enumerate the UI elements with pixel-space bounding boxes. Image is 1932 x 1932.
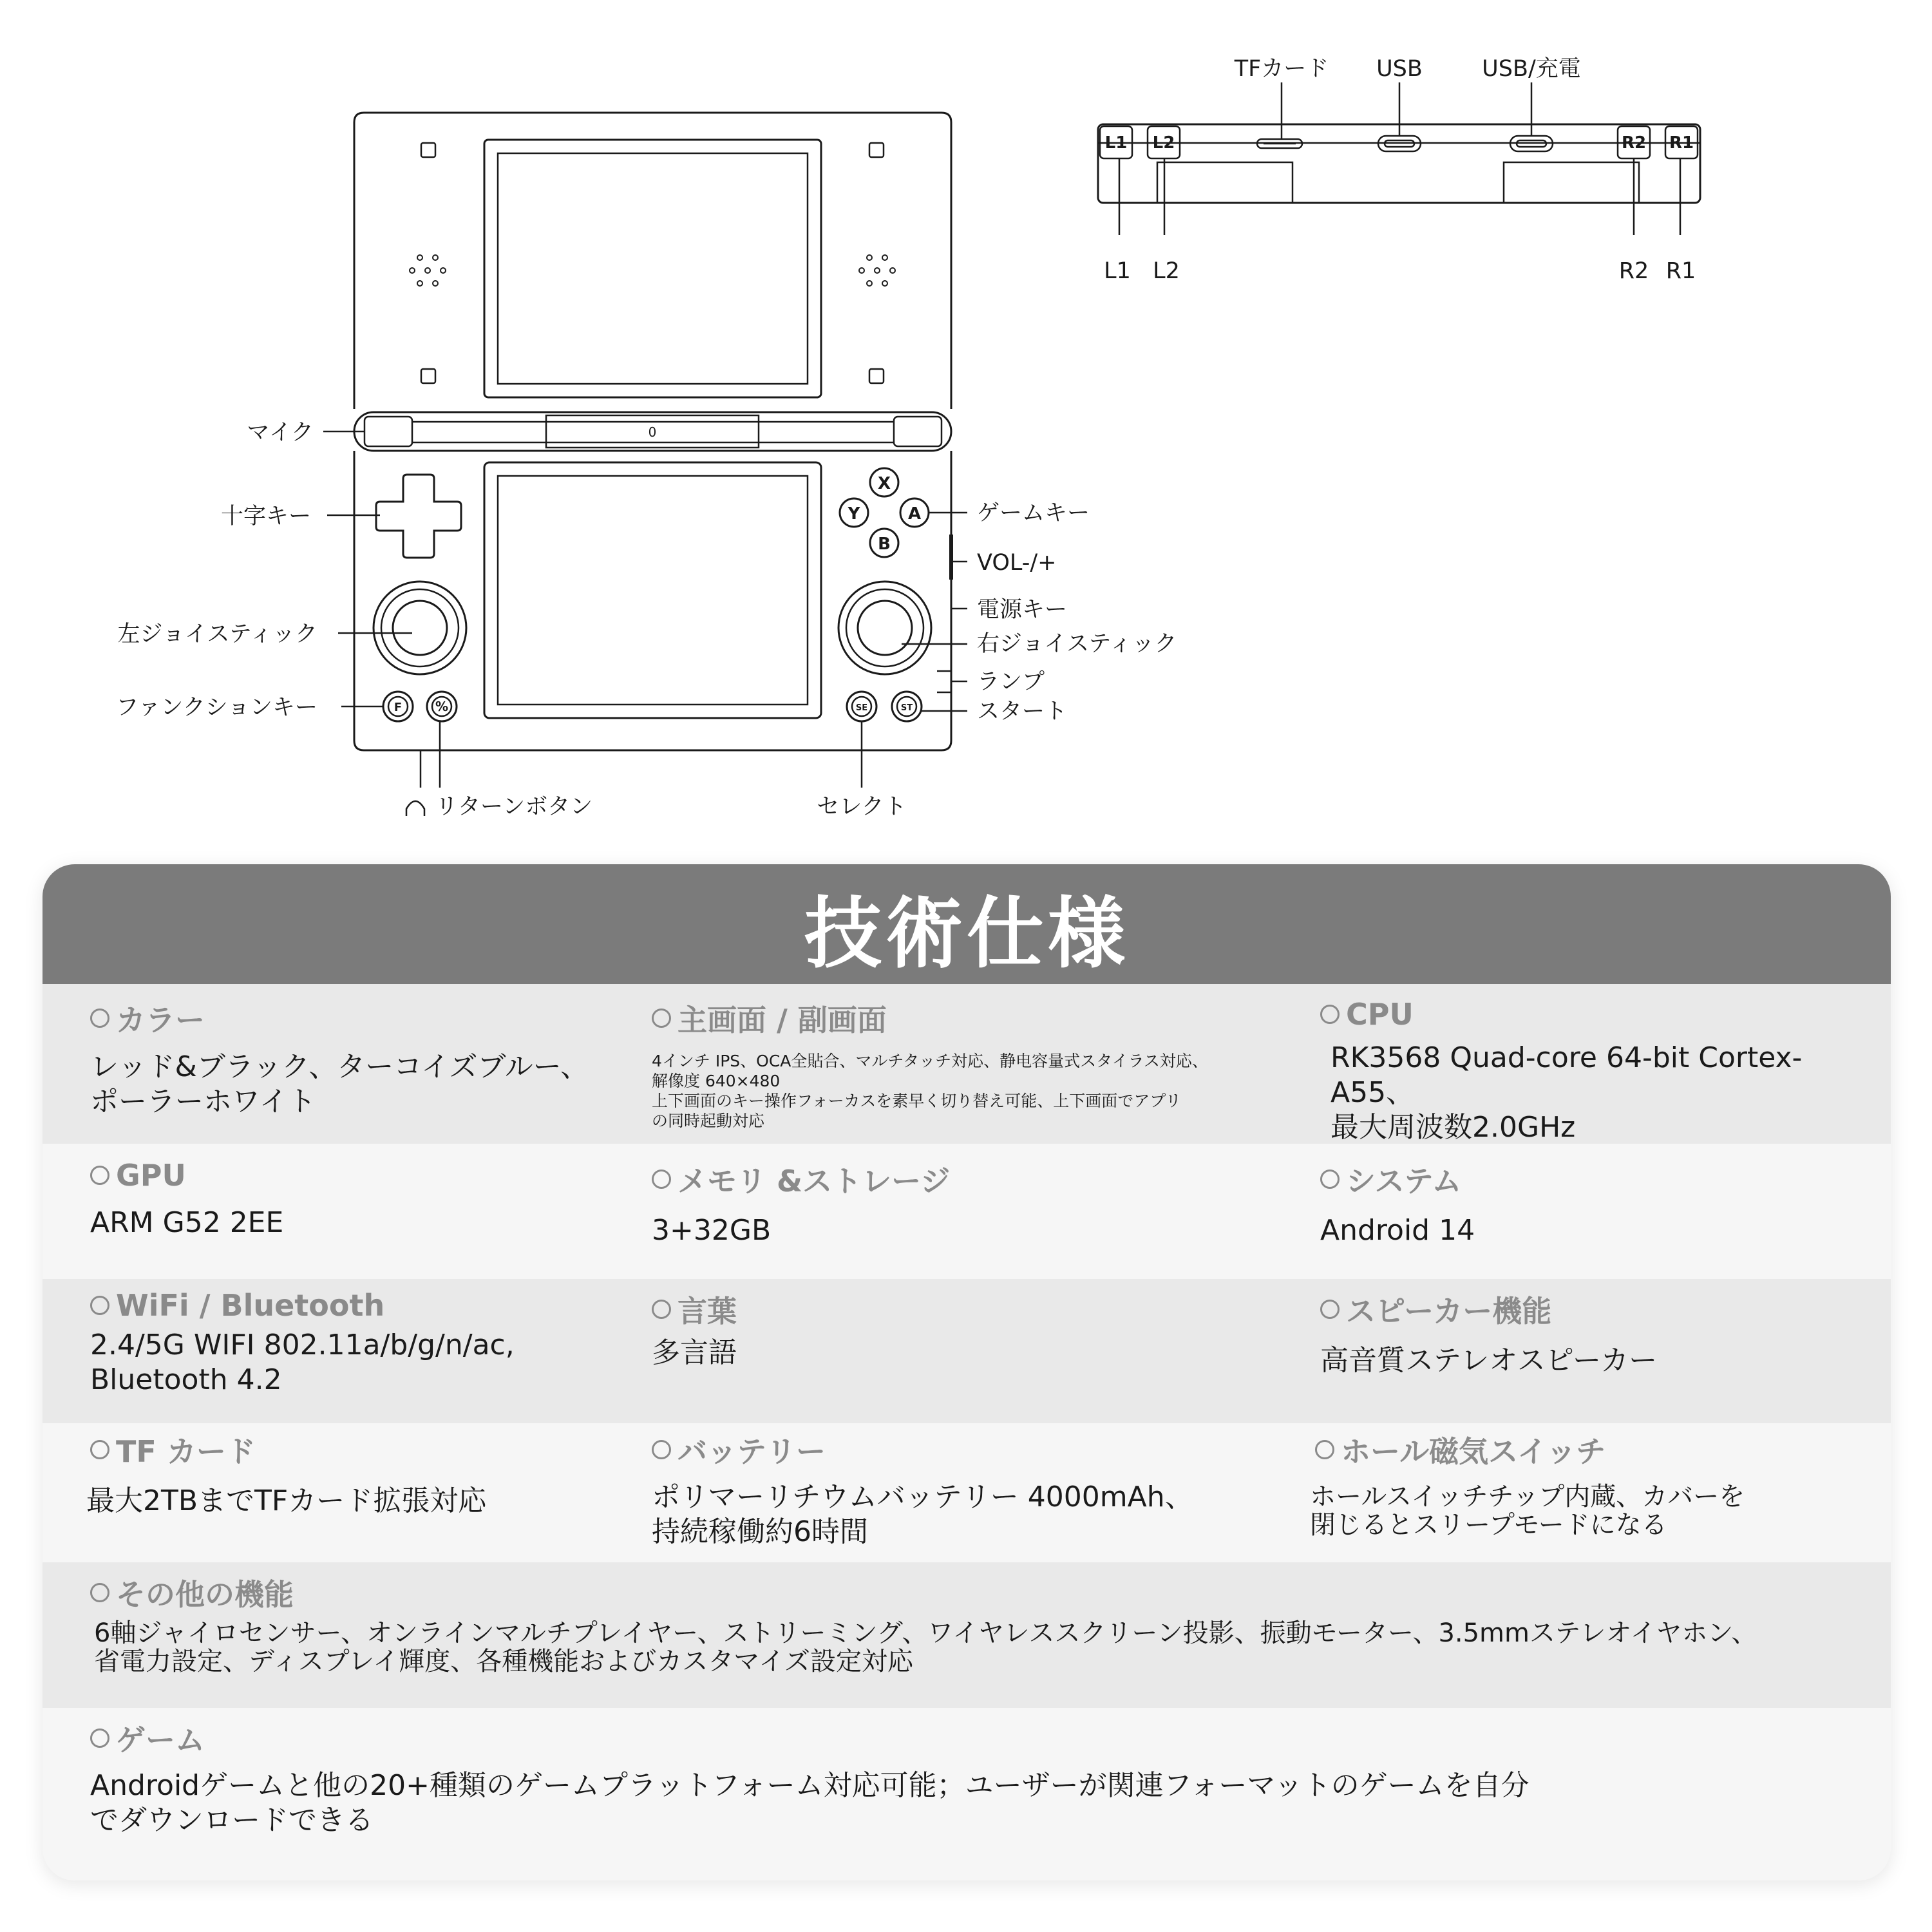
l2-text: L2 bbox=[1152, 133, 1175, 153]
spec-item-title: その他の機能 bbox=[116, 1577, 294, 1612]
select-label: セレクト bbox=[817, 794, 907, 820]
top-screen bbox=[484, 140, 821, 397]
start-label: スタート bbox=[977, 699, 1068, 724]
callouts bbox=[116, 420, 1177, 820]
spec-item-value: 4インチ IPS、OCA全貼合、マルチタッチ対応、静电容量式スタイラス対応、 解像度 640×480 上下画面のキー操作フォーカスを素早く切り替え可能、上下画面でアプリ の同時起動対応 bbox=[652, 1052, 1208, 1130]
r2-text: R2 bbox=[1621, 133, 1647, 153]
spec-item-cpu bbox=[1320, 997, 1880, 1145]
tf-card-label: TFカード bbox=[1234, 56, 1329, 82]
hinge bbox=[354, 412, 951, 451]
spec-item-value: 6軸ジャイロセンサー、オンラインマルチプレイヤー、ストリーミング、ワイヤレススクリーン投影、振動モーター、3.5mmステレオイヤホン、 省電力設定、ディスプレイ輝度、各種機能およびカスタマイズ設定対応 bbox=[94, 1618, 1757, 1676]
spec-row bbox=[43, 1562, 1891, 1708]
l1-text: L1 bbox=[1104, 133, 1128, 153]
return-button bbox=[427, 692, 457, 721]
spec-item-title: ゲーム bbox=[116, 1723, 205, 1757]
start-button bbox=[892, 692, 922, 721]
spec-item-tf-card bbox=[86, 1428, 644, 1519]
usb-charge-label: USB/充電 bbox=[1482, 56, 1581, 82]
button-x bbox=[870, 468, 898, 497]
function-key-label: ファンクションキー bbox=[116, 695, 317, 721]
spec-item-screen bbox=[652, 997, 1328, 1131]
shoulder-button-r2 bbox=[1618, 126, 1650, 158]
button-b bbox=[870, 529, 898, 557]
spec-item-value: 2.4/5G WIFI 802.11a/b/g/n/ac, Bluetooth 4.2 bbox=[90, 1329, 515, 1396]
function-key-text: F bbox=[393, 701, 402, 714]
device-diagram bbox=[0, 0, 1932, 837]
l2-label: L2 bbox=[1153, 258, 1180, 284]
spec-item-value: 高音質ステレオスピーカー bbox=[1320, 1344, 1658, 1377]
r1-text: R1 bbox=[1669, 133, 1694, 153]
spec-item-color bbox=[90, 997, 644, 1119]
spec-row bbox=[43, 1144, 1891, 1279]
spec-item-value: レッド&ブラック、ターコイズブルー、 ポーラーホワイト bbox=[90, 1050, 589, 1118]
spec-item-title: バッテリー bbox=[677, 1434, 826, 1469]
hinge-mark: 0 bbox=[648, 424, 657, 440]
bullet-circle-icon bbox=[90, 1166, 109, 1185]
bullet-circle-icon bbox=[90, 1583, 109, 1602]
spec-item-other-features bbox=[90, 1571, 1868, 1676]
spec-item-title: ホール磁気スイッチ bbox=[1341, 1434, 1606, 1469]
button-a-text: A bbox=[907, 504, 922, 524]
spec-item-title: メモリ &ストレージ bbox=[677, 1164, 951, 1198]
spec-item-gpu bbox=[90, 1158, 644, 1240]
device-front-view bbox=[354, 113, 951, 750]
spec-item-value: ポリマーリチウムバッテリー 4000mAh、 持続稼働約6時間 bbox=[652, 1481, 1193, 1548]
power-label: 電源キー bbox=[977, 597, 1068, 623]
bottom-screen bbox=[484, 462, 821, 718]
spec-item-value: Androidゲームと他の20+種類のゲームプラットフォーム対応可能；ユーザーが関連フォーマットのゲームを自分 でダウンロードできる bbox=[90, 1769, 1530, 1837]
spec-item-system bbox=[1320, 1158, 1880, 1248]
bullet-circle-icon bbox=[90, 1296, 109, 1315]
start-button-text: ST bbox=[900, 703, 913, 713]
headphone-icon bbox=[406, 801, 424, 816]
spec-row bbox=[43, 1279, 1891, 1423]
lamp-label: ランプ bbox=[977, 669, 1045, 695]
bullet-circle-icon bbox=[90, 1009, 109, 1028]
spec-row bbox=[43, 984, 1891, 1144]
spec-item-battery bbox=[652, 1428, 1296, 1549]
spec-item-title: 主画面 / 副画面 bbox=[677, 1003, 887, 1037]
spec-item-memory bbox=[652, 1158, 1296, 1248]
spec-item-wifi bbox=[90, 1288, 644, 1397]
spec-item-title: カラー bbox=[116, 1003, 205, 1037]
spec-item-value: 最大2TBまでTFカード拡張対応 bbox=[86, 1484, 487, 1517]
bullet-circle-icon bbox=[652, 1009, 671, 1028]
function-key bbox=[383, 692, 413, 721]
dpad bbox=[376, 475, 461, 558]
left-joystick bbox=[374, 582, 466, 674]
volume-label: VOL-/+ bbox=[977, 550, 1057, 576]
return-button-label: リターンボタン bbox=[435, 794, 593, 820]
spec-item-title: 言葉 bbox=[677, 1294, 737, 1329]
bullet-circle-icon bbox=[652, 1300, 671, 1319]
select-button-text: SE bbox=[855, 703, 868, 713]
spec-item-language bbox=[652, 1288, 1296, 1370]
select-button bbox=[847, 692, 876, 721]
shoulder-button-r1 bbox=[1665, 126, 1698, 158]
spec-item-title: CPU bbox=[1346, 997, 1414, 1032]
button-a bbox=[900, 498, 929, 527]
bullet-circle-icon bbox=[1320, 1170, 1340, 1189]
spec-item-title: システム bbox=[1346, 1164, 1462, 1198]
button-y bbox=[840, 498, 868, 527]
spec-item-title: スピーカー機能 bbox=[1346, 1294, 1552, 1329]
bullet-circle-icon bbox=[1320, 1300, 1340, 1319]
spec-item-hall-switch bbox=[1310, 1428, 1882, 1540]
bullet-circle-icon bbox=[1315, 1440, 1334, 1459]
return-button-text: % bbox=[435, 699, 449, 714]
spec-item-value: RK3568 Quad-core 64-bit Cortex-A55、 最大周波数2.0GHz bbox=[1331, 1041, 1803, 1144]
spec-item-title: GPU bbox=[116, 1158, 186, 1193]
spec-item-games bbox=[90, 1717, 1868, 1838]
spec-item-title: WiFi / Bluetooth bbox=[116, 1288, 385, 1323]
button-x-text: X bbox=[877, 474, 891, 493]
usb-label: USB bbox=[1376, 56, 1423, 82]
tf-card-slot bbox=[1257, 139, 1302, 148]
spec-row bbox=[43, 1708, 1891, 1880]
left-stick-label: 左ジョイスティック bbox=[117, 621, 317, 647]
dpad-label: 十字キー bbox=[220, 504, 311, 529]
spec-item-value: ARM G52 2EE bbox=[90, 1206, 284, 1239]
left-speaker bbox=[410, 255, 446, 286]
top-edge-view bbox=[1098, 56, 1700, 284]
right-stick-label: 右ジョイスティック bbox=[977, 631, 1177, 657]
spec-item-speaker bbox=[1320, 1288, 1880, 1378]
spec-row bbox=[43, 1423, 1891, 1562]
bullet-circle-icon bbox=[90, 1440, 109, 1459]
game-keys-label: ゲームキー bbox=[977, 500, 1090, 526]
spec-panel bbox=[43, 864, 1891, 1880]
right-joystick bbox=[838, 582, 931, 674]
spec-item-value: 3+32GB bbox=[652, 1214, 772, 1247]
bullet-circle-icon bbox=[1320, 1005, 1340, 1024]
bullet-circle-icon bbox=[652, 1440, 671, 1459]
spec-item-value: Android 14 bbox=[1320, 1214, 1475, 1247]
spec-title: 技術仕様 bbox=[804, 889, 1129, 979]
button-y-text: Y bbox=[848, 504, 860, 524]
mic-label: マイク bbox=[247, 420, 314, 446]
spec-item-value: 多言語 bbox=[652, 1336, 737, 1369]
spec-item-value: ホールスイッチチップ内蔵、カバーを 閉じるとスリープモードになる bbox=[1310, 1482, 1745, 1540]
r2-label: R2 bbox=[1618, 258, 1649, 284]
bullet-circle-icon bbox=[652, 1170, 671, 1189]
right-speaker bbox=[859, 255, 895, 286]
spec-header bbox=[43, 864, 1891, 984]
r1-label: R1 bbox=[1665, 258, 1696, 284]
l1-label: L1 bbox=[1104, 258, 1131, 284]
bullet-circle-icon bbox=[90, 1728, 109, 1748]
spec-item-title: TF カード bbox=[116, 1434, 256, 1469]
button-b-text: B bbox=[878, 535, 891, 554]
